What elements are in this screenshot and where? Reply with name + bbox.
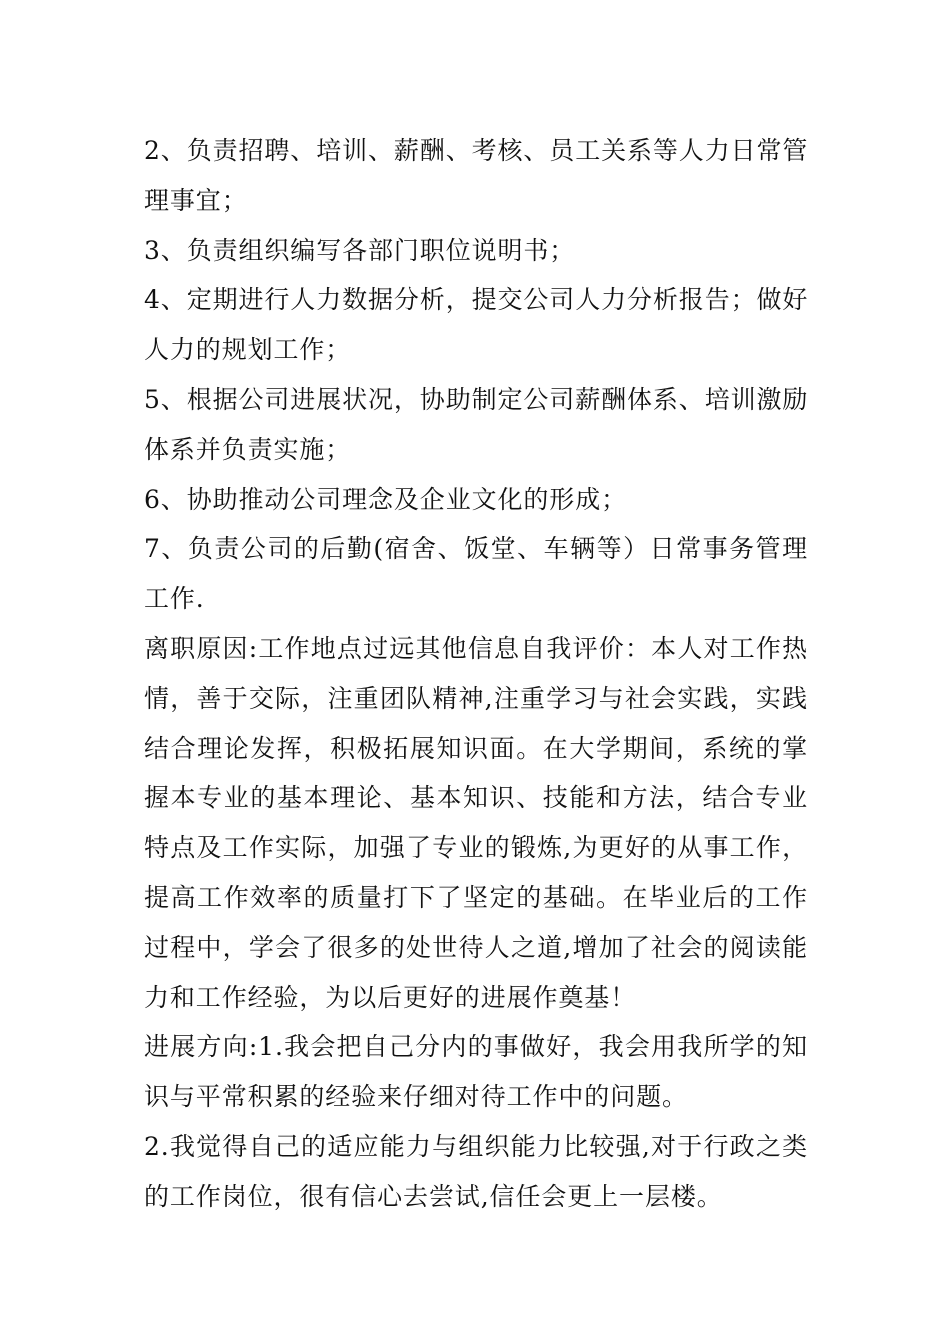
text-line: 进展方向:1.我会把自己分内的事做好，我会用我所学的知 (144, 1032, 808, 1062)
text-line: 2.我觉得自己的适应能力与组织能力比较强,对于行政之类 (144, 1131, 808, 1161)
text-line: 3、负责组织编写各部门职位说明书； (144, 235, 576, 265)
text-line: 过程中，学会了很多的处世待人之道,增加了社会的阅读能 (144, 932, 808, 962)
text-line: 5、根据公司进展状况，协助制定公司薪酬体系、培训激励 (144, 384, 809, 414)
text-line: 识与平常积累的经验来仔细对待工作中的问题。 (144, 1082, 688, 1112)
text-line: 结合理论发挥，积极拓展知识面。在大学期间，系统的掌 (144, 733, 808, 763)
text-line: 人力的规划工作； (144, 335, 352, 365)
text-line: 7、负责公司的后勤(宿舍、饭堂、车辆等）日常事务管理 (144, 534, 808, 564)
text-line: 特点及工作实际，加强了专业的锻炼,为更好的从事工作， (144, 833, 808, 863)
text-line: 握本专业的基本理论、基本知识、技能和方法，结合专业 (144, 783, 808, 813)
text-line: 工作. (144, 584, 205, 614)
text-line: 体系并负责实施； (144, 434, 352, 464)
text-line: 的工作岗位，很有信心去尝试,信任会更上一层楼。 (144, 1181, 723, 1211)
text-line: 4、定期进行人力数据分析，提交公司人力分析报告；做好 (144, 285, 809, 315)
text-line: 6、协助推动公司理念及企业文化的形成； (144, 484, 628, 514)
text-line: 力和工作经验，为以后更好的进展作奠基！ (144, 982, 637, 1012)
text-line: 离职原因:工作地点过远其他信息自我评价：本人对工作热 (144, 633, 808, 663)
text-line: 理事宜； (144, 185, 248, 215)
document-body (144, 126, 808, 1222)
text-line: 情，善于交际，注重团队精神,注重学习与社会实践，实践 (144, 683, 808, 713)
text-line: 2、负责招聘、培训、薪酬、考核、员工关系等人力日常管 (144, 136, 809, 165)
text-line: 提高工作效率的质量打下了坚定的基础。在毕业后的工作 (144, 882, 808, 912)
